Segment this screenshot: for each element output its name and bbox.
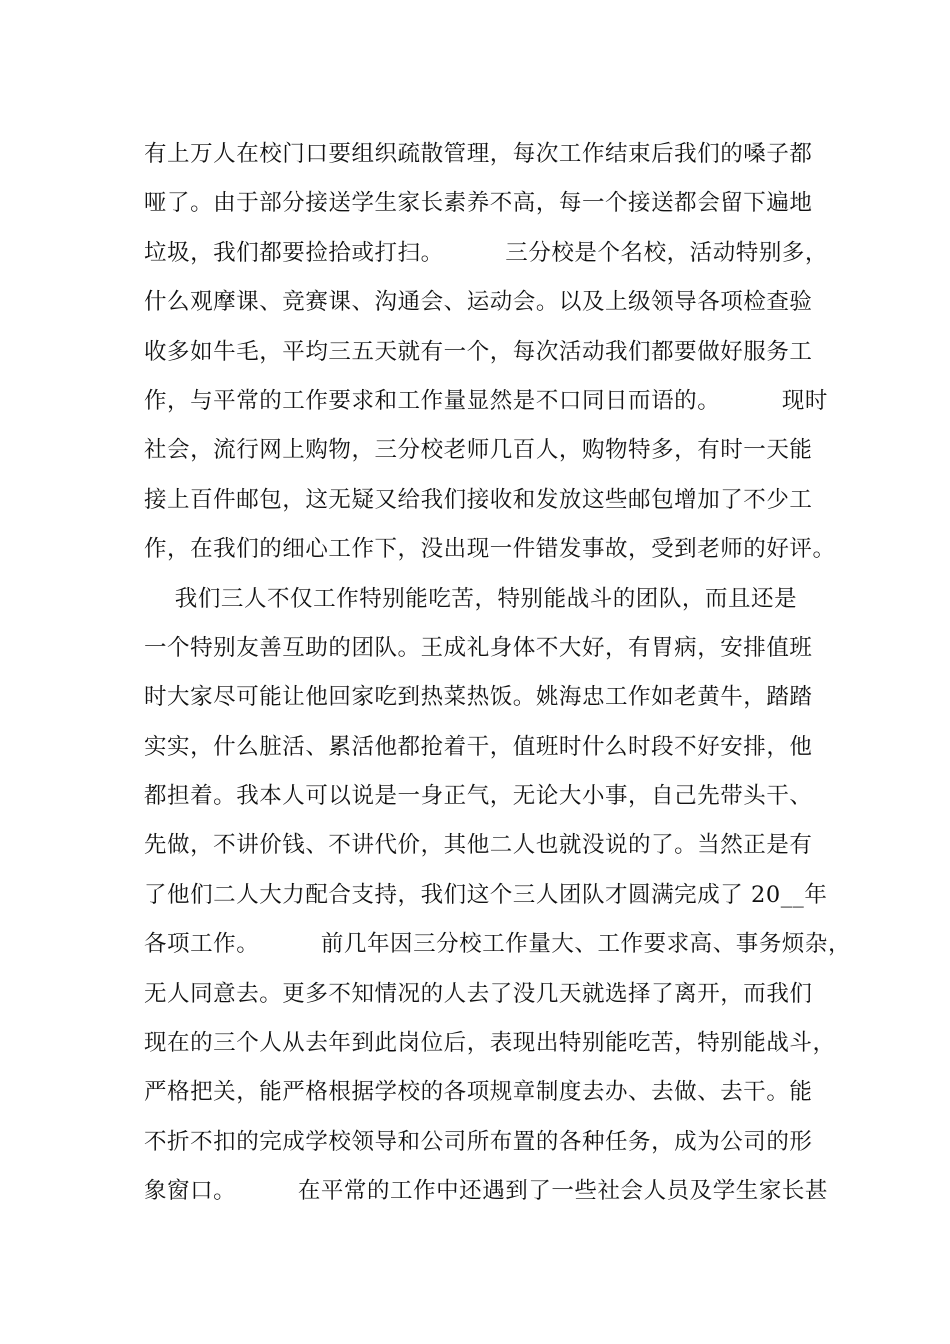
text-line: 垃圾，我们都要捡拾或打扫。 三分校是个名校，活动特别多，: [144, 239, 828, 266]
text-line: 现在的三个人从去年到此岗位后，表现出特别能吃苦，特别能战斗，: [144, 1030, 836, 1057]
text-line: 作，与平常的工作要求和工作量显然是不口同日而语的。 现时: [144, 387, 828, 414]
document-body: [144, 130, 852, 1217]
text-line: 一个特别友善互助的团队。王成礼身体不大好，有胃病，安排值班: [144, 634, 813, 661]
text-line: 什么观摩课、竞赛课、沟通会、运动会。以及上级领导各项检查验: [144, 289, 813, 316]
text-line: 不折不扣的完成学校领导和公司所布置的各种任务，成为公司的形: [144, 1128, 813, 1155]
text-line: 社会，流行网上购物，三分校老师几百人，购物特多，有时一天能: [144, 437, 813, 464]
text-line: 无人同意去。更多不知情况的人去了没几天就选择了离开，而我们: [144, 980, 813, 1007]
text-line: 了他们二人大力配合支持，我们这个三人团队才圆满完成了 20__年: [144, 881, 828, 908]
text-line: 实实，什么脏活、累活他都抢着干，值班时什么时段不好安排，他: [144, 733, 813, 760]
text-line: 我们三人不仅工作特别能吃苦，特别能战斗的团队，而且还是: [144, 585, 798, 612]
text-line: 作，在我们的细心工作下，没出现一件错发事故，受到老师的好评。: [144, 536, 836, 563]
text-line: 各项工作。 前几年因三分校工作量大、工作要求高、事务烦杂，: [144, 931, 852, 958]
text-line: 严格把关，能严格根据学校的各项规章制度去办、去做、去干。能: [144, 1079, 813, 1106]
text-line: 哑了。由于部分接送学生家长素养不高，每一个接送都会留下遍地: [144, 190, 813, 217]
text-line: 有上万人在校门口要组织疏散管理，每次工作结束后我们的嗓子都: [144, 141, 813, 167]
text-line: 象窗口。 在平常的工作中还遇到了一些社会人员及学生家长甚: [144, 1178, 828, 1205]
text-line: 收多如牛毛，平均三五天就有一个，每次活动我们都要做好服务工: [144, 338, 813, 365]
text-line: 时大家尽可能让他回家吃到热菜热饭。姚海忠工作如老黄牛，踏踏: [144, 684, 813, 711]
text-line: 都担着。我本人可以说是一身正气，无论大小事，自己先带头干、: [144, 783, 813, 810]
text-line: 先做，不讲价钱、不讲代价，其他二人也就没说的了。当然正是有: [144, 832, 813, 859]
text-line: 接上百件邮包，这无疑又给我们接收和发放这些邮包增加了不少工: [144, 486, 813, 513]
